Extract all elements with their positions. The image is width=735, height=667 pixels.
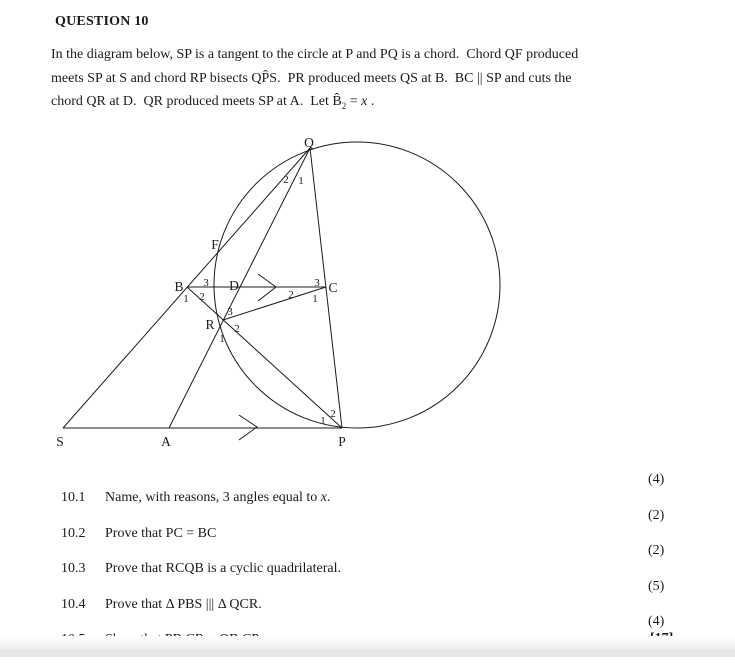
- question-number: 10.1: [61, 490, 86, 505]
- intro-line-1: In the diagram below, SP is a tangent to the circle at P and PQ is a chord. Chord QF produced: [51, 47, 579, 62]
- angle-b-hat-notation: B̂: [332, 94, 342, 110]
- point-label-D: D: [229, 278, 239, 293]
- question-text-variable: x: [320, 490, 327, 505]
- angle-label-P1: 1: [320, 415, 326, 427]
- question-text: Name, with reasons, 3 angles equal to: [105, 490, 321, 505]
- line-SQ: [63, 148, 310, 428]
- angle-label-R3: 3: [227, 306, 233, 318]
- marks-badge: (2): [648, 508, 665, 523]
- page-bottom-strip: [0, 649, 735, 657]
- variable-x: x: [361, 94, 368, 110]
- marks-badge: (4): [648, 614, 665, 629]
- question-text: Prove that RCQB is a cyclic quadrilateral.: [105, 561, 341, 576]
- question-text: Prove that PC = BC: [105, 526, 217, 541]
- point-label-P: P: [338, 434, 346, 449]
- question-text: Prove that Δ PBS ||| Δ QCR.: [105, 597, 262, 612]
- line-QA: [169, 148, 310, 428]
- point-label-B: B: [174, 279, 184, 294]
- marks-badge: (4): [648, 472, 665, 487]
- question-number: 10.2: [61, 526, 86, 541]
- point-label-R: R: [205, 317, 215, 332]
- angle-label-C1: 1: [312, 293, 318, 305]
- angle-label-C3: 3: [314, 277, 320, 289]
- angle-label-B2: 2: [199, 291, 205, 303]
- intro-line-2-post: . PR produced meets QS at B. BC || SP and cuts the: [277, 70, 572, 86]
- page-bottom-fade: [0, 636, 735, 649]
- angle-label-Q2: 2: [283, 174, 289, 186]
- angle-qps-notation: QP̂S: [251, 70, 278, 86]
- point-label-F: F: [211, 237, 219, 252]
- intro-line-3-eq: =: [346, 94, 362, 110]
- angle-label-R2: 2: [234, 323, 240, 335]
- intro-line-2-pre: meets SP at S and chord RP bisects: [51, 70, 252, 86]
- line-PB: [187, 287, 342, 428]
- marks-badge: (2): [648, 543, 665, 558]
- angle-label-R1: 1: [219, 333, 225, 345]
- point-label-A: A: [161, 434, 171, 449]
- point-label-S: S: [56, 434, 64, 449]
- angle-label-B1: 1: [183, 293, 189, 305]
- question-text-end: .: [327, 490, 331, 505]
- intro-line-3-pre: chord QR at D. QR produced meets SP at A. Let: [51, 94, 333, 110]
- question-title: QUESTION 10: [55, 14, 149, 29]
- question-number: 10.3: [61, 561, 86, 576]
- circle: [214, 142, 500, 428]
- angle-label-Q1: 1: [298, 175, 304, 187]
- angle-label-B3: 3: [203, 277, 209, 289]
- marks-badge: (5): [648, 579, 665, 594]
- angle-label-C2: 2: [288, 289, 294, 301]
- point-label-Q: Q: [304, 135, 314, 150]
- point-label-C: C: [328, 280, 338, 295]
- intro-line-3-end: .: [367, 94, 375, 110]
- question-number: 10.4: [61, 597, 86, 612]
- angle-label-P2: 2: [330, 408, 336, 420]
- angle-b-subscript: 2: [341, 101, 347, 112]
